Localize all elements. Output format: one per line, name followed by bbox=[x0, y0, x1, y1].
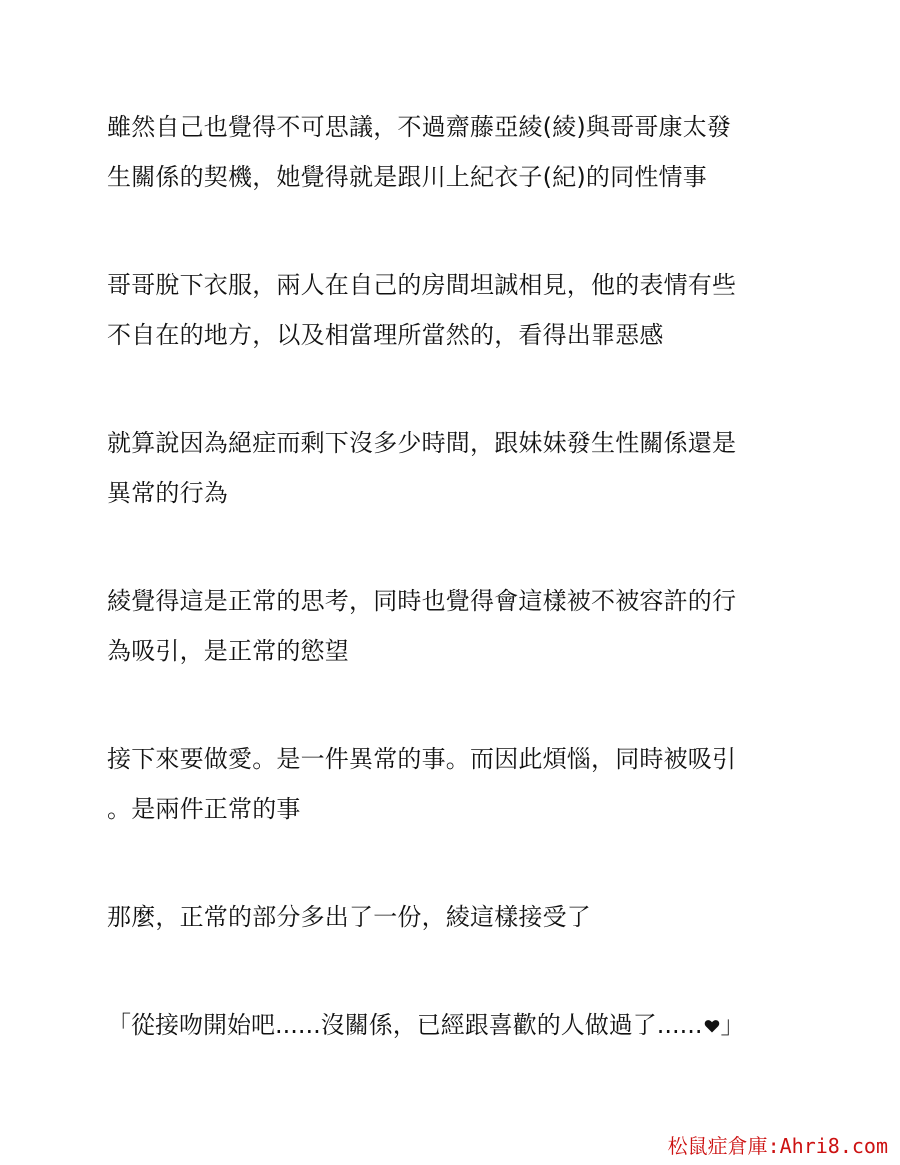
paragraph-line: 。是兩件正常的事 bbox=[107, 795, 301, 823]
paragraph-4 bbox=[107, 576, 807, 676]
paragraph-line: 異常的行為 bbox=[107, 479, 228, 507]
watermark: 松鼠症倉庫:Ahri8.com bbox=[667, 1134, 888, 1158]
paragraph-line: 不自在的地方，以及相當理所當然的，看得出罪惡感 bbox=[107, 321, 664, 349]
paragraph-line: 生關係的契機，她覺得就是跟川上紀衣子(紀)的同性情事 bbox=[107, 163, 707, 191]
paragraph-5 bbox=[107, 734, 807, 834]
dialogue-quote bbox=[107, 1000, 745, 1050]
paragraph-line: 雖然自己也覺得不可思議，不過齋藤亞綾(綾)與哥哥康太發 bbox=[107, 113, 732, 141]
heart-icon bbox=[704, 1018, 720, 1034]
paragraph-3 bbox=[107, 418, 807, 518]
paragraph-line: 就算說因為絕症而剩下沒多少時間，跟妹妹發生性關係還是 bbox=[107, 429, 737, 457]
quote-text: 「從接吻開始吧......沒關係，已經跟喜歡的人做過了...... bbox=[107, 1011, 703, 1039]
paragraph-line: 哥哥脫下衣服，兩人在自己的房間坦誠相見，他的表情有些 bbox=[107, 271, 737, 299]
paragraph-line: 綾覺得這是正常的思考，同時也覺得會這樣被不被容許的行 bbox=[107, 587, 737, 615]
paragraph-2 bbox=[107, 260, 807, 360]
paragraph-1 bbox=[107, 102, 807, 202]
paragraph-line: 為吸引，是正常的慾望 bbox=[107, 637, 349, 665]
quote-close: 」 bbox=[720, 1011, 745, 1039]
paragraph-line: 那麼，正常的部分多出了一份，綾這樣接受了 bbox=[107, 903, 591, 931]
paragraph-line: 接下來要做愛。是一件異常的事。而因此煩惱，同時被吸引 bbox=[107, 745, 737, 773]
paragraph-6 bbox=[107, 892, 807, 942]
